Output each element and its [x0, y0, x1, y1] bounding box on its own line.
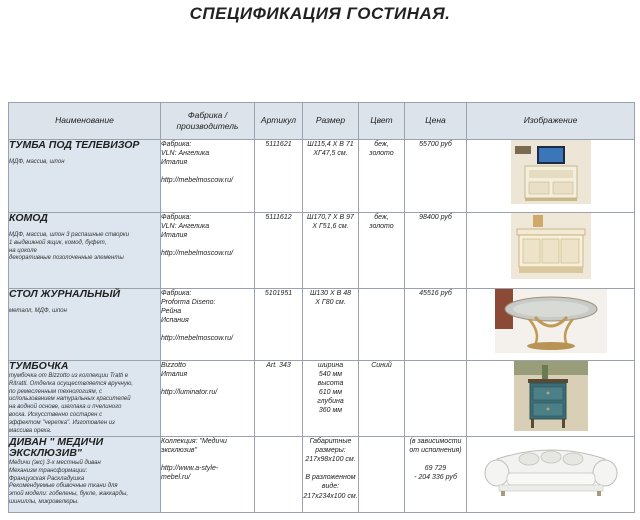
factory-cell [161, 213, 255, 289]
page-title: СПЕЦИФИКАЦИЯ ГОСТИНАЯ. [189, 4, 451, 23]
price-cell: 45516 руб [405, 289, 467, 361]
color-cell: Синий [359, 361, 405, 437]
size-cell: Ш115,4 Х В 71 ХГ47,5 см. [303, 140, 359, 213]
item-description: Медичи (экс) 3-х местный диван Механизм трансформации: Французская Раскладушка Рекомендуемые обивочные ткани для этой модели: гобелены, букле, жаккарды, шиниллы, микровелюры. [9, 460, 129, 506]
item-title: КОМОД [9, 212, 48, 224]
header-size: Размер [303, 103, 359, 140]
item-title: ДИВАН " МЕДИЧИ ЭКСКЛЮЗИВ" [9, 436, 104, 460]
item-description: МДФ, массив, шпон 3 распашные створки 1 выдвижной ящик, комод, буфет, на цоколе декоративные позолоченные элементы [9, 232, 130, 262]
image-cell [467, 140, 635, 213]
item-title: ТУМБОЧКА [9, 360, 69, 372]
price-cell [405, 361, 467, 437]
table-row [9, 437, 635, 513]
item-name-cell [9, 289, 161, 361]
article-cell: 5111612 [255, 213, 303, 289]
size-cell: Ш130 Х В 48 Х Г80 см. [303, 289, 359, 361]
factory-link[interactable]: http://mebelmoscow.ru/ [161, 250, 233, 258]
factory-cell [161, 289, 255, 361]
item-title: СТОЛ ЖУРНАЛЬНЫЙ [9, 288, 121, 300]
factory-cell [161, 437, 255, 513]
factory-text: Bizzotto Италия [161, 362, 188, 379]
tv-stand-image [511, 140, 591, 204]
factory-cell [161, 361, 255, 437]
size-cell: Габаритные размеры: 217x98x100 см. В разложенном виде: 217x234x100 см. [303, 437, 359, 513]
header-article: Артикул [255, 103, 303, 140]
table-header-row [9, 103, 635, 140]
item-name-cell [9, 437, 161, 513]
table-row [9, 213, 635, 289]
item-description: тумбочка от Bizzotto из коллекции Tratti e Ritratti. Отделка осуществляется вручную, по ремесленным технологиям, с использованием натуральных красителей на водной основе, шеллака и пчелиного воска. Искусственно состарен с эффектом "черепка". Изготовлен из массива ореха. [9, 373, 134, 434]
size-cell: Ш170,7 Х В 97 Х Г51,6 см. [303, 213, 359, 289]
factory-link[interactable]: http://mebelmoscow.ru/ [161, 335, 233, 343]
item-title: ТУМБА ПОД ТЕЛЕВИЗОР [9, 139, 140, 151]
factory-text: Коллекция: "Медичи эксклюзив" [161, 438, 227, 455]
factory-link[interactable]: http://www.a-style- mebel.ru/ [161, 465, 219, 482]
size-cell: ширина 540 мм высота 610 мм глубина 360 мм [303, 361, 359, 437]
price-cell: 98400 руб [405, 213, 467, 289]
specification-table [8, 102, 635, 513]
item-description: МДФ, массив, шпон [9, 159, 65, 166]
image-cell [467, 213, 635, 289]
color-cell: беж, золото [359, 140, 405, 213]
nightstand-image [514, 361, 588, 431]
price-cell: (в зависимости от исполнения) 69 729 - 204 336 руб [405, 437, 467, 513]
item-name-cell [9, 361, 161, 437]
article-cell: 5101951 [255, 289, 303, 361]
factory-link[interactable]: http://luminator.ru/ [161, 389, 218, 397]
table-row [9, 289, 635, 361]
article-cell: Art. 343 [255, 361, 303, 437]
header-image: Изображение [467, 103, 635, 140]
factory-text: Фабрика: Proforma Diseno: Рейна Испания [161, 290, 216, 325]
item-description: металл, МДФ, шпон [9, 308, 67, 315]
image-cell [467, 289, 635, 361]
factory-link[interactable]: http://mebelmoscow.ru/ [161, 177, 233, 185]
item-name-cell [9, 213, 161, 289]
price-cell: 55700 руб [405, 140, 467, 213]
table-row [9, 140, 635, 213]
sideboard-image [511, 213, 591, 279]
header-color: Цвет [359, 103, 405, 140]
header-factory: Фабрика / производитель [161, 103, 255, 140]
article-cell [255, 437, 303, 513]
header-price: Цена [405, 103, 467, 140]
factory-text: Фабрика: VLN: Ангелика Италия [161, 141, 210, 167]
factory-cell [161, 140, 255, 213]
sofa-image [481, 437, 621, 499]
table-row [9, 361, 635, 437]
color-cell: беж, золото [359, 213, 405, 289]
image-cell [467, 361, 635, 437]
coffee-table-image [495, 289, 607, 353]
article-cell: 5111621 [255, 140, 303, 213]
item-name-cell [9, 140, 161, 213]
header-name: Наименование [9, 103, 161, 140]
factory-text: Фабрика: VLN: Ангелика Италия [161, 214, 210, 240]
color-cell [359, 437, 405, 513]
color-cell [359, 289, 405, 361]
image-cell [467, 437, 635, 513]
